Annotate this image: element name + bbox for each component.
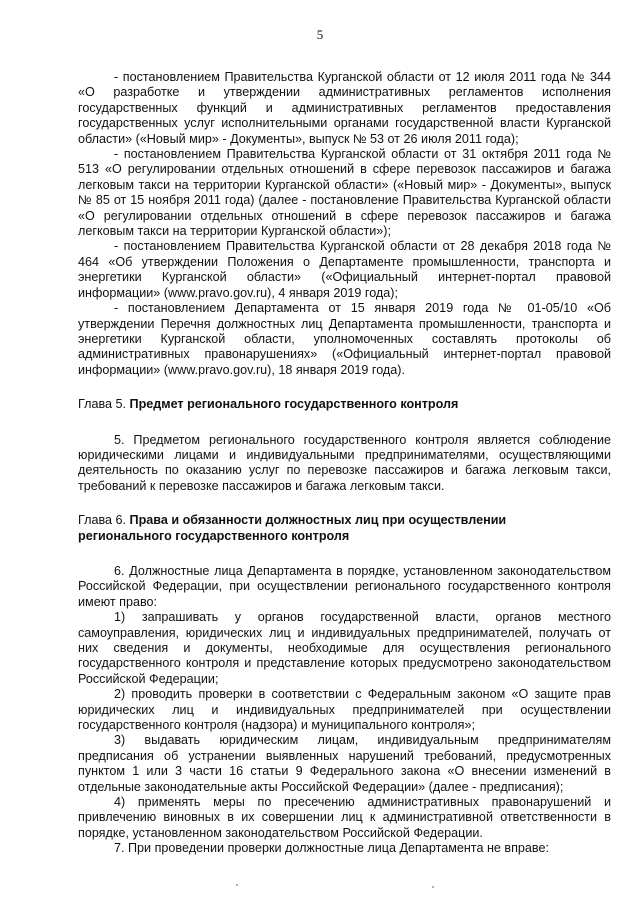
- chapter-5-title: Предмет регионального государственного контроля: [129, 397, 459, 412]
- paragraph-decree-513: - постановлением Правительства Курганской области от 31 октября 2011 года № 513 «О регулировании отдельных отношений в сфере перевозок пассажиров и багажа легковым такси на территории Курганской области» («Новый мир» - Документы», выпуск № 85 от 15 ноября 2011 года) (далее - постановление Правительства Курганской области «О регулировании отдельных отношений в сфере перевозок пассажиров и багажа легковым такси на территории Курганской области»);: [78, 147, 611, 239]
- chapter-6-prefix: Глава 6.: [78, 513, 130, 528]
- paragraph-decree-344: - постановлением Правительства Курганской области от 12 июля 2011 года № 344 «О разработке и утверждении административных регламентов исполнения государственных функций и административных регламентов предоставления государственных услуг исполнительными органами государственной власти Курганской области» («Новый мир» - Документы», выпуск № 53 от 26 июля 2011 года);: [78, 70, 611, 146]
- paragraph-6-item-2: 2) проводить проверки в соответствии с Федеральным законом «О защите прав юридических лиц и индивидуальных предпринимателей при осуществлении государственного контроля (надзора) и муниципального контроля»;: [78, 687, 611, 733]
- chapter-6-heading-line2: [78, 529, 611, 544]
- document-body: [78, 70, 611, 857]
- paragraph-7: 7. При проведении проверки должностные лица Департамента не вправе:: [114, 841, 549, 856]
- chapter-5-prefix: Глава 5.: [78, 397, 130, 412]
- chapter-5-heading: [78, 397, 611, 412]
- page-number: 5: [316, 27, 324, 42]
- paragraph-decree-01-05-10: - постановлением Департамента от 15 января 2019 года № 01-05/10 «Об утверждении Перечня должностных лиц Департамента промышленности, транспорта и энергетики Курганской области, уполномоченных составлять протоколы об административных правонарушениях» («Официальный интернет-портал правовой информации» (www.pravo.gov.ru), 18 января 2019 года).: [78, 301, 611, 377]
- scan-speck: [432, 886, 434, 888]
- paragraph-6: 6. Должностные лица Департамента в порядке, установленном законодательством Российской Федерации, при осуществлении регионального государственного контроля имеют право:: [78, 563, 611, 609]
- paragraph-decree-464: - постановлением Правительства Курганской области от 28 декабря 2018 года № 464 «Об утверждении Положения о Департаменте промышленности, транспорта и энергетики Курганской области» («Официальный интернет-портал правовой информации» (www.pravo.gov.ru), 4 января 2019 года);: [78, 239, 611, 300]
- paragraph-6-item-3: 3) выдавать юридическим лицам, индивидуальным предпринимателям предписания об устранении выявленных нарушений требований, предусмотренных пунктом 1 или 3 части 16 статьи 9 Федерального закона «О внесении изменений в отдельные законодательные акты Российской Федерации» (далее - предписания);: [78, 733, 611, 794]
- chapter-6-title-line2: регионального государственного контроля: [78, 528, 350, 543]
- scan-speck: [236, 884, 238, 886]
- paragraph-6-item-4: 4) применять меры по пресечению административных правонарушений и привлечению виновных в их совершении лиц к административной ответственности в порядке, установленном законодательством Российской Федерации.: [78, 795, 611, 840]
- paragraph-6-item-1: 1) запрашивать у органов государственной власти, органов местного самоуправления, юридических лиц и индивидуальных предпринимателей, получать от них сведения и документы, необходимые для осуществления регионального государственного контроля и представление которых предусмотрено законодательством Российской Федерации;: [78, 610, 611, 686]
- chapter-6-title-line1: Права и обязанности должностных лиц при осуществлении: [129, 513, 507, 528]
- paragraph-5: 5. Предметом регионального государственного контроля является соблюдение юридическими лицами и индивидуальными предпринимателями, осуществляющими деятельность по оказанию услуг по перевозке пассажиров и багажа легковым такси, требований к перевозке пассажиров и багажа легковым такси.: [78, 432, 611, 493]
- chapter-6-heading: [78, 513, 611, 528]
